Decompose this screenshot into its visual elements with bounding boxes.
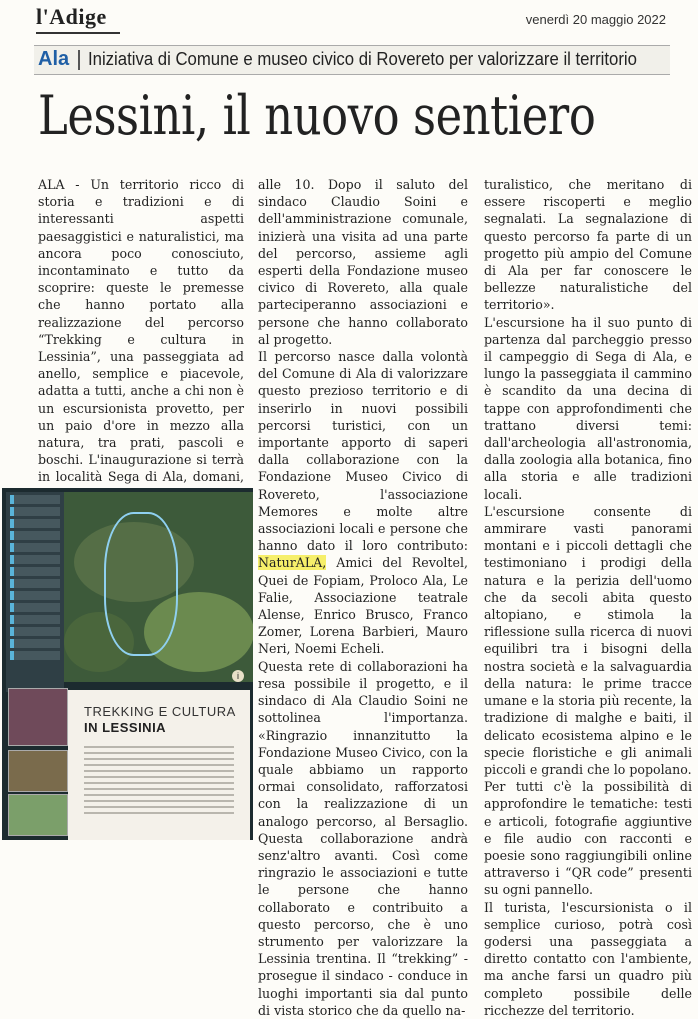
paragraph: alle 10. Dopo il saluto del sindaco Claudio Soini e dell'amministrazione comunale, inizierà una visita ad una parte del percorso, assieme agli esperti della Fondazione museo civico di Rovereto, alla quale parteciperanno associazioni e persone che hanno collaborato al progetto. — [258, 177, 468, 347]
paragraph-text: Il percorso nasce dalla volontà del Comune di Ala di valorizzare questo prezioso territorio e di inserirlo in nuovi possibili percorsi turistici, con un importante apporto di saperi dalla collaborazione con la Fondazione Museo Civico di Rovereto, l'associazione Memores e molte altre associazioni locali e persone che hanno dato il loro contributo: — [258, 349, 468, 554]
issue-date: venerdì 20 maggio 2022 — [525, 12, 666, 27]
trail-map — [64, 492, 253, 682]
paragraph — [258, 348, 468, 658]
article-column-2 — [258, 176, 468, 1019]
highlighted-text: NaturALA, — [258, 555, 327, 571]
masthead-rule — [36, 32, 120, 34]
panel-body-text — [84, 746, 234, 818]
panel-subtitle: IN LESSINIA — [84, 720, 167, 735]
marmot-thumbnail — [8, 750, 68, 792]
paragraph: L'escursione consente di ammirare vasti panorami montani e i piccoli dettagli che testimoniano i prodigi della natura e la perizia dell'uomo che da secoli abita questo altopiano, e stimola la riflessione sulla ricerca di nuovi equilibri tra i bisogni della nostra società e la salvaguardia della natura: le prime tracce umane e la storia più recente, la tradizione di malghe e baiti, il delicato ecosistema alpino e le specie floristiche e gli animali piccoli e grandi che lo popolano. — [484, 503, 692, 777]
panel-legend — [6, 492, 64, 692]
kicker-location: Ala — [38, 48, 70, 70]
flower-thumbnail — [8, 688, 68, 746]
paragraph-text: Amici del Revoltel, Quei de Fopiam, Proloco Ala, Le Falie, Associazione teatrale Alense, Enrico Brusco, Franco Zomer, Lorena Barbieri, Mauro Neri, Noemi Echeli. — [258, 555, 468, 657]
headline: Lessini, il nuovo sentiero — [38, 84, 596, 147]
paragraph: Il turista, l'escursionista o il semplice curioso, potrà così godersi una passeggiata a diretto contatto con l'ambiente, ma anche farsi un quadro più completo possibile delle ricchezze del territorio. — [484, 899, 692, 1018]
paragraph: Per tutti c'è la possibilità di approfondire le tematiche: testi e articoli, fotografie aggiuntive e file audio con racconti e poesie sono raggiungibili online attraverso i “QR code” presenti su ogni pannello. — [484, 779, 692, 898]
paragraph: Questa rete di collaborazioni ha resa possibile il progetto, e il sindaco di Ala Claudio Soini ne sottolinea l'importanza. «Ringrazio innanzitutto la Fondazione Museo Civico, con la quale abbiamo un rapporto ormai consolidato, rafforzatosi con la realizzazione di un analogo percorso, al Bersaglio. Questa collaborazione andrà senz'altro avanti. Così come ringrazio le associazioni e tutte le persone che hanno collaborato e contribuito a questo percorso, che è uno strumento per valorizzare la Lessinia trentina. Il “trekking” - prosegue il sindaco - conduce in luoghi importanti sia dal punto di vista storico che da quello na- — [258, 658, 468, 1018]
article-column-1 — [38, 176, 244, 503]
paragraph: turalistico, che meritano di essere riscoperti e meglio segnalati. La segnalazione di questo percorso fa parte di un progetto più ampio del Comune di Ala per far conoscere le bellezze naturalistiche del territorio». — [484, 177, 692, 313]
kicker-separator — [78, 50, 80, 70]
kicker-text: Iniziativa di Comune e museo civico di Rovereto per valorizzare il territorio — [88, 49, 637, 69]
panel-info-card — [68, 690, 250, 840]
info-icon: i — [232, 670, 244, 682]
panel-title: TREKKING E CULTURA — [84, 704, 236, 719]
landscape-thumbnail — [8, 794, 68, 836]
trail-panel-photo — [2, 488, 253, 840]
trail-route — [104, 512, 178, 656]
masthead-logo: l'Adige — [36, 4, 107, 29]
paragraph: ALA - Un territorio ricco di storia e tradizioni e di interessanti aspetti paesaggistici e naturalistici, ma ancora poco conosciuto, incontaminato e tutto da scoprire: queste le premesse che hanno portato alla realizzazione del percorso “Trekking e cultura in Lessinia”, una passeggiata ad anello, semplice e piacevole, adatta a tutti, anche a chi non è un escursionista provetto, per un paio d'ore in mezzo alla natura, tra prati, pascoli e boschi. L'inaugurazione si terrà in località Sega di Ala, domani, — [38, 177, 244, 485]
paragraph: L'escursione ha il suo punto di partenza dal parcheggio presso il campeggio di Sega di Ala, e lungo la passeggiata il cammino è scandito da una decina di tappe con approfondimenti che trattano diversi temi: dall'archeologia all'astronomia, dalla zoologia alla botanica, fino alla storia e alle tradizioni locali. — [484, 314, 692, 502]
article-column-3 — [484, 176, 692, 1019]
